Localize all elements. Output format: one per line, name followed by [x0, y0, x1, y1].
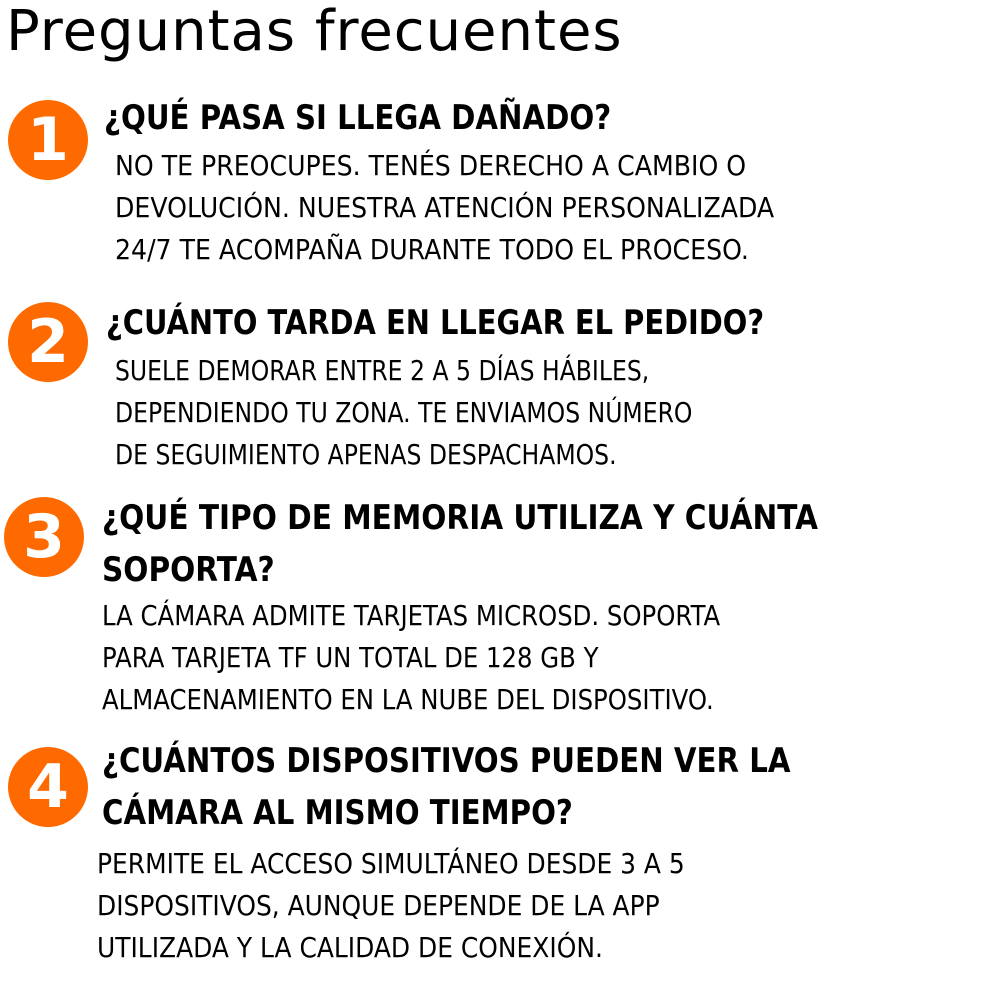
faq-question — [102, 735, 790, 839]
number-badge: 2 — [8, 302, 88, 382]
answer-line: PERMITE EL ACCESO SIMULTÁNEO DESDE 3 A 5 — [97, 847, 685, 880]
question-line: SOPORTA? — [102, 550, 275, 590]
answer-line: ALMACENAMIENTO EN LA NUBE DEL DISPOSITIVO. — [102, 683, 714, 716]
answer-line: SUELE DEMORAR ENTRE 2 A 5 DÍAS HÁBILES, — [115, 354, 650, 387]
faq-question — [104, 92, 611, 144]
question-line: CÁMARA AL MISMO TIEMPO? — [102, 793, 573, 833]
page-title: Preguntas frecuentes — [6, 0, 623, 64]
answer-line: DEPENDIENDO TU ZONA. TE ENVIAMOS NÚMERO — [115, 396, 693, 429]
answer-line: DE SEGUIMIENTO APENAS DESPACHAMOS. — [115, 438, 617, 471]
faq-question — [102, 492, 818, 596]
faq-answer — [115, 350, 692, 476]
answer-line: NO TE PREOCUPES. TENÉS DERECHO A CAMBIO O — [115, 149, 747, 182]
faq-question — [106, 297, 764, 349]
question-line: ¿CUÁNTO TARDA EN LLEGAR EL PEDIDO? — [106, 303, 765, 343]
answer-line: DISPOSITIVOS, AUNQUE DEPENDE DE LA APP — [97, 889, 660, 922]
question-line: ¿QUÉ TIPO DE MEMORIA UTILIZA Y CUÁNTA — [102, 498, 819, 538]
question-line: ¿QUÉ PASA SI LLEGA DAÑADO? — [104, 98, 612, 138]
answer-line: PARA TARJETA TF UN TOTAL DE 128 GB Y — [102, 641, 599, 674]
number-badge: 4 — [8, 747, 88, 827]
faq-answer — [97, 843, 685, 969]
answer-line: 24/7 TE ACOMPAÑA DURANTE TODO EL PROCESO. — [115, 233, 749, 266]
number-badge: 3 — [4, 497, 84, 577]
question-line: ¿CUÁNTOS DISPOSITIVOS PUEDEN VER LA — [102, 741, 791, 781]
number-badge: 1 — [8, 100, 88, 180]
answer-line: UTILIZADA Y LA CALIDAD DE CONEXIÓN. — [97, 931, 603, 964]
faq-answer — [102, 595, 720, 721]
answer-line: LA CÁMARA ADMITE TARJETAS MICROSD. SOPORTA — [102, 599, 721, 632]
faq-answer — [115, 145, 774, 271]
answer-line: DEVOLUCIÓN. NUESTRA ATENCIÓN PERSONALIZADA — [115, 191, 775, 224]
